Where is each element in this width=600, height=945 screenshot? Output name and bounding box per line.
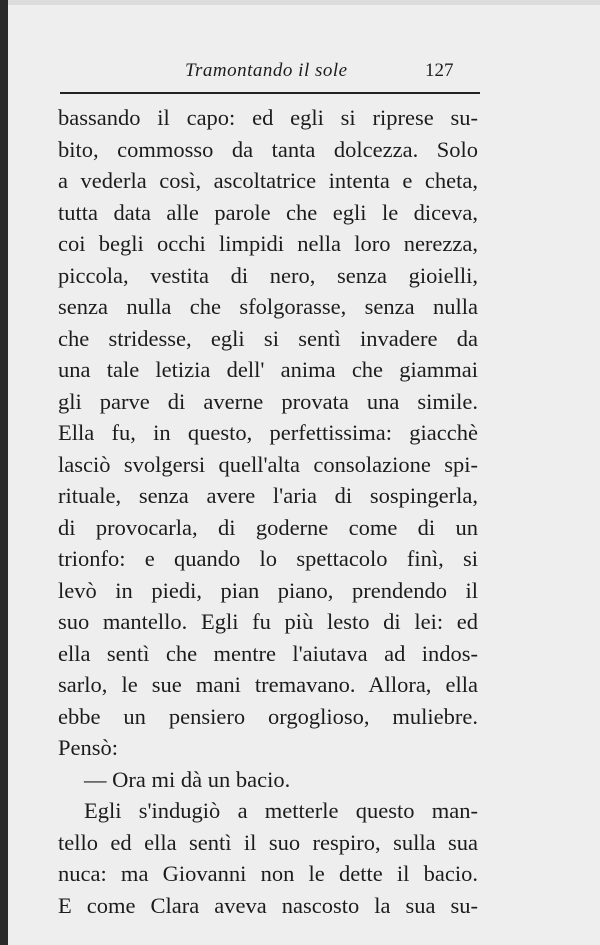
text-line: di provocarla, di goderne come di un xyxy=(58,514,478,540)
body-text xyxy=(58,102,478,921)
text-line: trionfo: e quando lo spettacolo finì, si xyxy=(58,546,478,571)
text-line: E come Clara aveva nascosto la sua su- xyxy=(58,892,478,918)
text-line: Egli s'indugiò a metterle questo man- xyxy=(84,798,478,823)
text-line: una tale letizia dell' anima che giammai xyxy=(58,357,478,382)
text-line: bassando il capo: ed egli si riprese su- xyxy=(58,105,478,130)
text-line: che stridesse, egli si sentì invadere da xyxy=(58,325,478,351)
text-line: tutta data alle parole che egli le diceva, xyxy=(58,199,478,225)
header-rule xyxy=(60,92,480,94)
text-line: nuca: ma Giovanni non le dette il bacio. xyxy=(58,861,478,886)
text-line: Ella fu, in questo, perfettissima: giacchè xyxy=(58,420,478,445)
running-title: Tramontando il sole xyxy=(185,60,348,81)
page-number: 127 xyxy=(425,60,454,81)
text-line: coi begli occhi limpidi nella loro nerezza, xyxy=(58,231,478,256)
text-line: lasciò svolgersi quell'alta consolazione spi- xyxy=(58,451,478,477)
text-line: levò in piedi, pian piano, prendendo il xyxy=(58,577,478,603)
text-line: rituale, senza avere l'aria di sospingerla, xyxy=(58,483,478,508)
page-header xyxy=(0,60,600,90)
text-line: bito, commosso da tanta dolcezza. Solo xyxy=(58,136,478,162)
text-line: Pensò: xyxy=(58,735,119,760)
text-line: piccola, vestita di nero, senza gioielli, xyxy=(58,262,478,288)
text-line: — Ora mi dà un bacio. xyxy=(84,766,291,792)
text-line: ella sentì che mentre l'aiutava ad indos- xyxy=(58,640,478,666)
text-line: a vederla così, ascoltatrice intenta e cheta, xyxy=(58,168,478,193)
text-line: tello ed ella sentì il suo respiro, sulla sua xyxy=(58,829,478,855)
text-line: suo mantello. Egli fu più lesto di lei: ed xyxy=(58,609,478,634)
text-line: senza nulla che sfolgorasse, senza nulla xyxy=(58,294,478,319)
page-top-edge xyxy=(0,0,600,5)
text-line: gli parve di averne provata una simile. xyxy=(58,388,478,414)
page-binding-edge xyxy=(0,0,8,945)
text-line: ebbe un pensiero orgoglioso, muliebre. xyxy=(58,703,478,729)
text-line: sarlo, le sue mani tremavano. Allora, ella xyxy=(58,672,478,697)
